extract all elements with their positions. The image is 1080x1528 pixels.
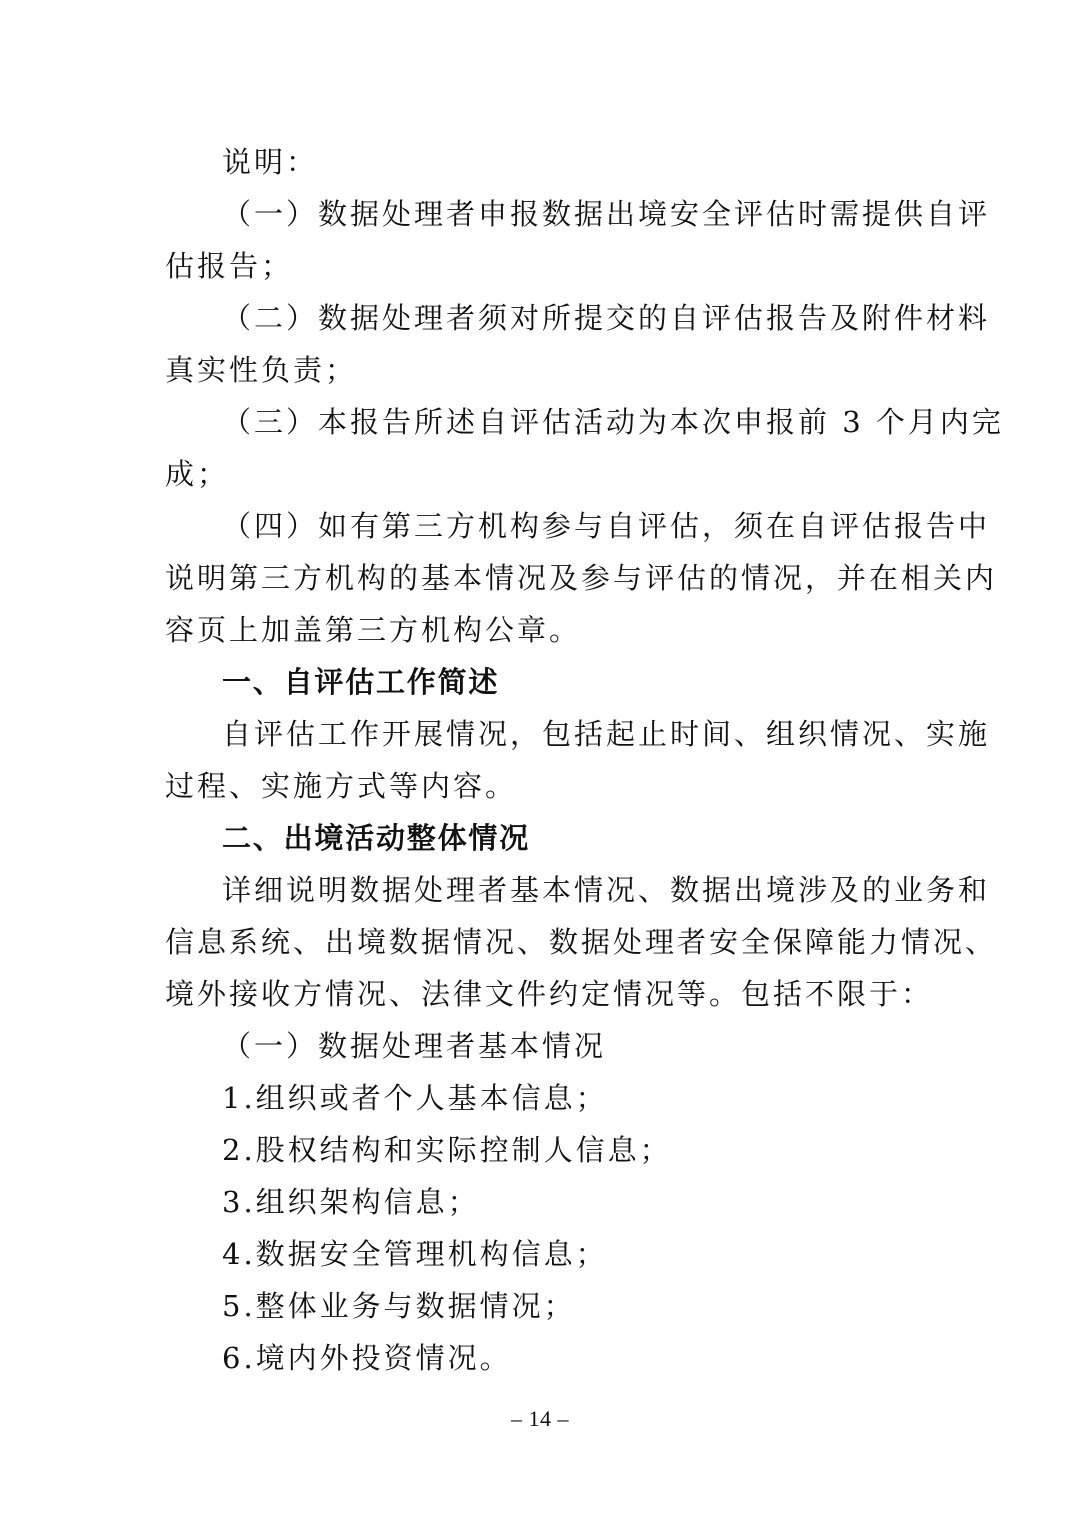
section-2-paragraph-line-1: 详细说明数据处理者基本情况、数据出境涉及的业务和 — [222, 873, 991, 907]
instruction-item-2-line-1: （二）数据处理者须对所提交的自评估报告及附件材料 — [222, 301, 991, 335]
instruction-item-2-line-2: 真实性负责； — [165, 353, 358, 387]
instructions-title: 说明： — [222, 145, 319, 179]
section-heading-1: 一、自评估工作简述 — [222, 665, 500, 699]
instruction-item-3-line-1: （三）本报告所述自评估活动为本次申报前 3 个月内完 — [222, 405, 1004, 439]
list-item-5: 5.整体业务与数据情况； — [222, 1289, 576, 1323]
section-2-paragraph-line-3: 境外接收方情况、法律文件约定情况等。包括不限于： — [165, 977, 934, 1011]
section-1-paragraph-line-1: 自评估工作开展情况，包括起止时间、组织情况、实施 — [222, 717, 991, 751]
instruction-item-4-line-1: （四）如有第三方机构参与自评估，须在自评估报告中 — [222, 509, 991, 543]
instruction-item-1-line-1: （一）数据处理者申报数据出境安全评估时需提供自评 — [222, 197, 991, 231]
list-item-3: 3.组织架构信息； — [222, 1185, 480, 1219]
instruction-item-4-line-3: 容页上加盖第三方机构公章。 — [165, 613, 582, 647]
list-item-4: 4.数据安全管理机构信息； — [222, 1237, 608, 1271]
list-item-1: 1.组织或者个人基本信息； — [222, 1081, 608, 1115]
page-number: – 14 – — [511, 1406, 569, 1431]
instruction-item-4-line-2: 说明第三方机构的基本情况及参与评估的情况，并在相关内 — [165, 561, 998, 595]
list-item-6: 6.境内外投资情况。 — [222, 1341, 512, 1375]
section-1-paragraph-line-2: 过程、实施方式等内容。 — [165, 769, 518, 803]
section-2-paragraph-line-2: 信息系统、出境数据情况、数据处理者安全保障能力情况、 — [165, 925, 998, 959]
subsection-heading-1: （一）数据处理者基本情况 — [222, 1029, 607, 1063]
section-heading-2: 二、出境活动整体情况 — [222, 821, 531, 855]
instruction-item-3-line-2: 成； — [165, 457, 230, 491]
list-item-2: 2.股权结构和实际控制人信息； — [222, 1133, 672, 1167]
instruction-item-1-line-2: 估报告； — [165, 249, 294, 283]
